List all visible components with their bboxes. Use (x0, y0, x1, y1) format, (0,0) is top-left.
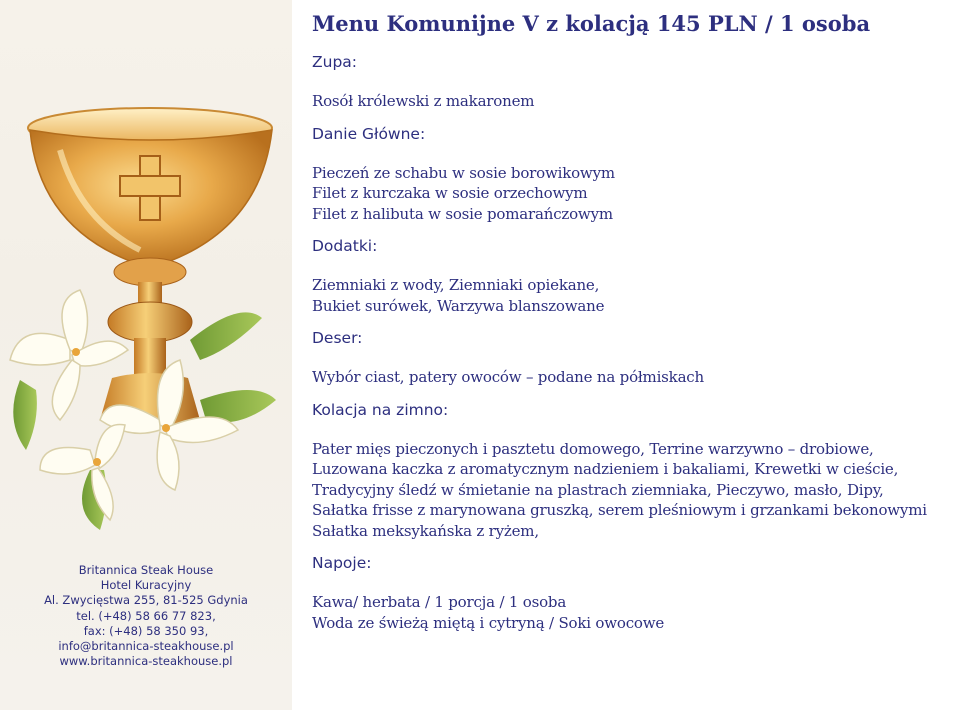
menu-line: Sałatka frisse z marynowana gruszką, serem pleśniowym i grzankami bekonowymi (312, 501, 927, 519)
venue-name: Britannica Steak House (78, 563, 214, 577)
menu-line: Kawa/ herbata / 1 porcja / 1 osoba (312, 593, 567, 611)
menu-line: Pater mięs pieczonych i pasztetu domowego, Terrine warzywno – drobiowe, (312, 439, 874, 458)
menu-line: Pieczeń ze schabu w sosie borowikowym (312, 163, 615, 182)
menu-line: Luzowana kaczka z aromatycznym nadzieniem i bakaliami, Krewetki w cieście, (312, 460, 899, 478)
venue-website: www.britannica-steakhouse.pl (59, 654, 233, 669)
menu-line: Rosół królewski z makaronem (312, 92, 535, 110)
section-kolacja-na-zimno (312, 400, 957, 542)
section-napoje (312, 553, 957, 633)
section-heading: Deser: (312, 329, 363, 347)
menu-line: Filet z kurczaka w sosie orzechowym (312, 184, 588, 202)
menu-line: Filet z halibuta w sosie pomarańczowym (312, 204, 613, 223)
menu-line: Bukiet surówek, Warzywa blanszowane (312, 296, 605, 315)
section-heading: Dodatki: (312, 237, 378, 255)
side-panel (0, 0, 292, 710)
menu-content (312, 10, 957, 645)
venue-address: Al. Zwycięstwa 255, 81-525 Gdynia (44, 593, 248, 608)
section-dodatki (312, 236, 957, 316)
menu-title: Menu Komunijne V z kolacją 145 PLN / 1 osoba (312, 11, 871, 36)
venue-fax: fax: (+48) 58 350 93, (83, 623, 209, 638)
menu-line: Tradycyjny śledź w śmietanie na plastrach ziemniaka, Pieczywo, masło, Dipy, (312, 480, 884, 499)
contact-block (0, 563, 292, 669)
section-heading: Kolacja na zimno: (312, 400, 449, 419)
section-heading: Napoje: (312, 554, 372, 572)
menu-line: Wybór ciast, patery owoców – podane na półmiskach (312, 368, 704, 386)
section-zupa (312, 52, 957, 112)
section-danie-glowne (312, 124, 957, 225)
menu-line: Ziemniaki z wody, Ziemniaki opiekane, (312, 276, 600, 294)
section-heading: Zupa: (312, 53, 358, 71)
menu-line: Sałatka meksykańska z ryżem, (312, 521, 539, 540)
venue-subtitle: Hotel Kuracyjny (100, 578, 192, 593)
section-deser (312, 328, 957, 388)
venue-email: info@britannica-steakhouse.pl (58, 639, 234, 654)
section-heading: Danie Główne: (312, 124, 426, 143)
menu-line: Woda ze świeżą miętą i cytryną / Soki owocowe (312, 613, 665, 632)
venue-phone: tel. (+48) 58 66 77 823, (76, 608, 216, 623)
chalice-illustration (0, 0, 292, 560)
